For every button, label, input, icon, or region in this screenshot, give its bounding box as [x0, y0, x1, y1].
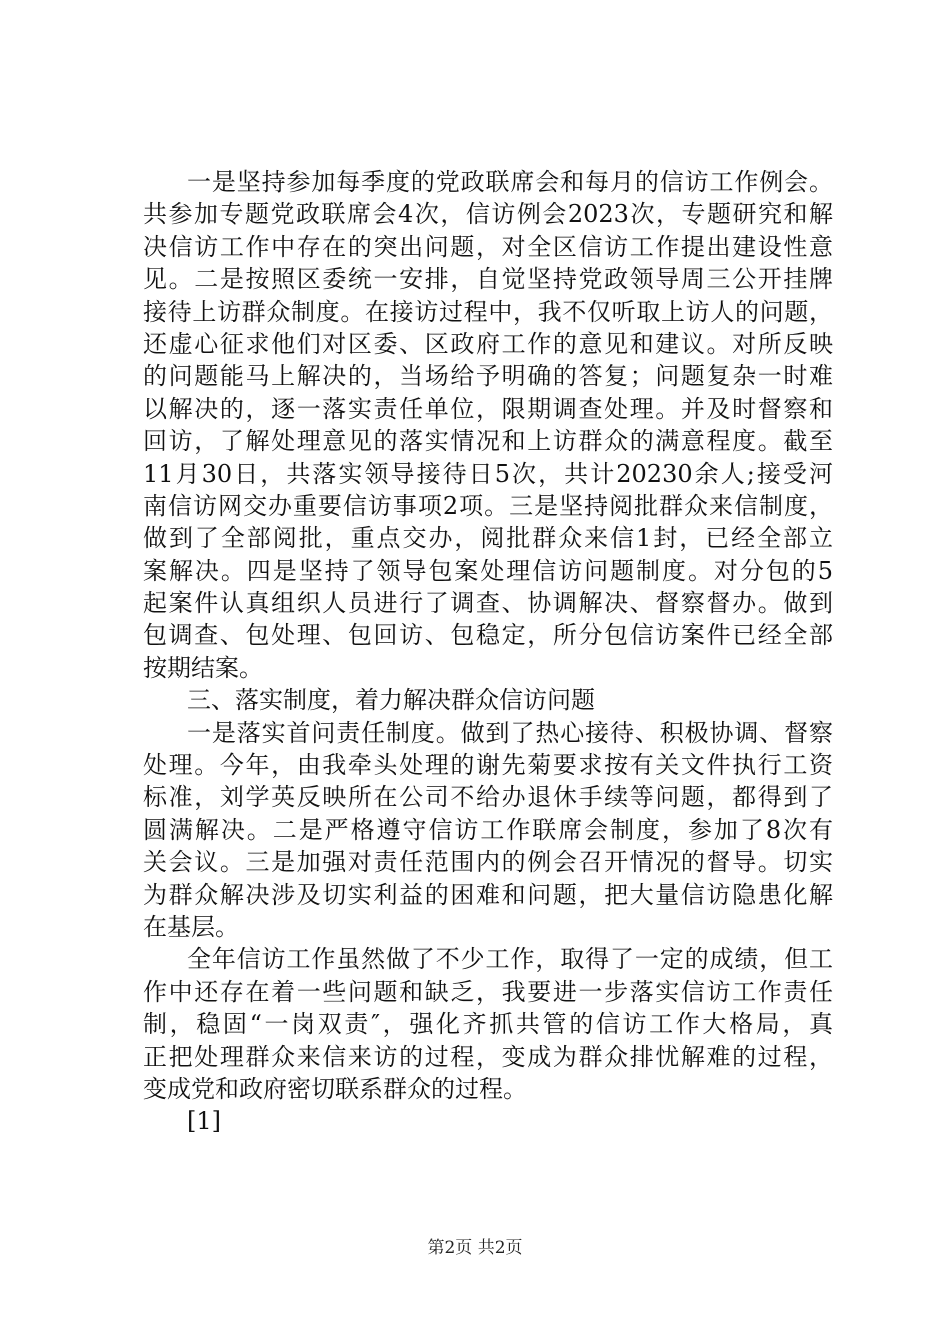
text-line: 制，稳固“一岗双责″，强化齐抓共管的信访工作大格局，真 [143, 1010, 833, 1039]
text-line: 以解决的，逐一落实责任单位，限期调查处理。并及时督察和 [143, 394, 833, 423]
text-line: 决信访工作中存在的突出问题，对全区信访工作提出建设性意 [143, 232, 833, 261]
page-footer: 第2页 共2页 [427, 1238, 523, 1258]
text-line: 正把处理群众来信来访的过程，变成为群众排忧解难的过程， [143, 1042, 833, 1071]
text-line: 的问题能马上解决的，当场给予明确的答复；问题复杂一时难 [143, 362, 833, 391]
text-line: 作中还存在着一些问题和缺乏，我要进一步落实信访工作责任 [143, 977, 833, 1006]
text-line: 案解决。四是坚持了领导包案处理信访问题制度。对分包的5 [143, 556, 833, 585]
text-line: 还虚心征求他们对区委、区政府工作的意见和建议。对所反映 [143, 329, 833, 358]
text-line: 做到了全部阅批，重点交办，阅批群众来信1封，已经全部立 [143, 524, 833, 553]
text-line: 11月30日，共落实领导接待日5次，共计20230余人;接受河 [143, 459, 833, 488]
text-line: 关会议。三是加强对责任范围内的例会召开情况的督导。切实 [143, 848, 833, 877]
text-line: 起案件认真组织人员进行了调查、协调解决、督察督办。做到 [143, 589, 833, 618]
text-line: 见。二是按照区委统一安排，自觉坚持党政领导周三公开挂牌 [143, 265, 833, 294]
text-line: 标准，刘学英反映所在公司不给办退休手续等问题，都得到了 [143, 783, 833, 812]
text-line: 一是落实首问责任制度。做到了热心接待、积极协调、督察 [187, 718, 833, 747]
text-line: 回访，了解处理意见的落实情况和上访群众的满意程度。截至 [143, 427, 833, 456]
text-line: 包调查、包处理、包回访、包稳定，所分包信访案件已经全部 [143, 621, 833, 650]
text-line: 全年信访工作虽然做了不少工作，取得了一定的成绩，但工 [187, 945, 833, 974]
text-line: 为群众解决涉及切实利益的困难和问题，把大量信访隐患化解 [143, 880, 833, 909]
text-line: 变成党和政府密切联系群众的过程。 [143, 1074, 527, 1103]
text-line: 共参加专题党政联席会4次，信访例会2023次，专题研究和解 [143, 200, 833, 229]
text-line: 处理。今年，由我牵头处理的谢先菊要求按有关文件执行工资 [143, 751, 833, 780]
text-line: 在基层。 [143, 912, 239, 941]
document-body [143, 166, 833, 1138]
text-line: 南信访网交办重要信访事项2项。三是坚持阅批群众来信制度， [143, 491, 833, 520]
text-line: 圆满解决。二是严格遵守信访工作联席会制度，参加了8次有 [143, 815, 833, 844]
text-line: 按期结案。 [143, 653, 263, 682]
text-line: 一是坚持参加每季度的党政联席会和每月的信访工作例会。 [187, 168, 833, 196]
text-line: 三、落实制度，着力解决群众信访问题 [187, 686, 595, 715]
text-line: [1] [187, 1107, 221, 1136]
text-line: 接待上访群众制度。在接访过程中，我不仅听取上访人的问题， [143, 297, 833, 326]
